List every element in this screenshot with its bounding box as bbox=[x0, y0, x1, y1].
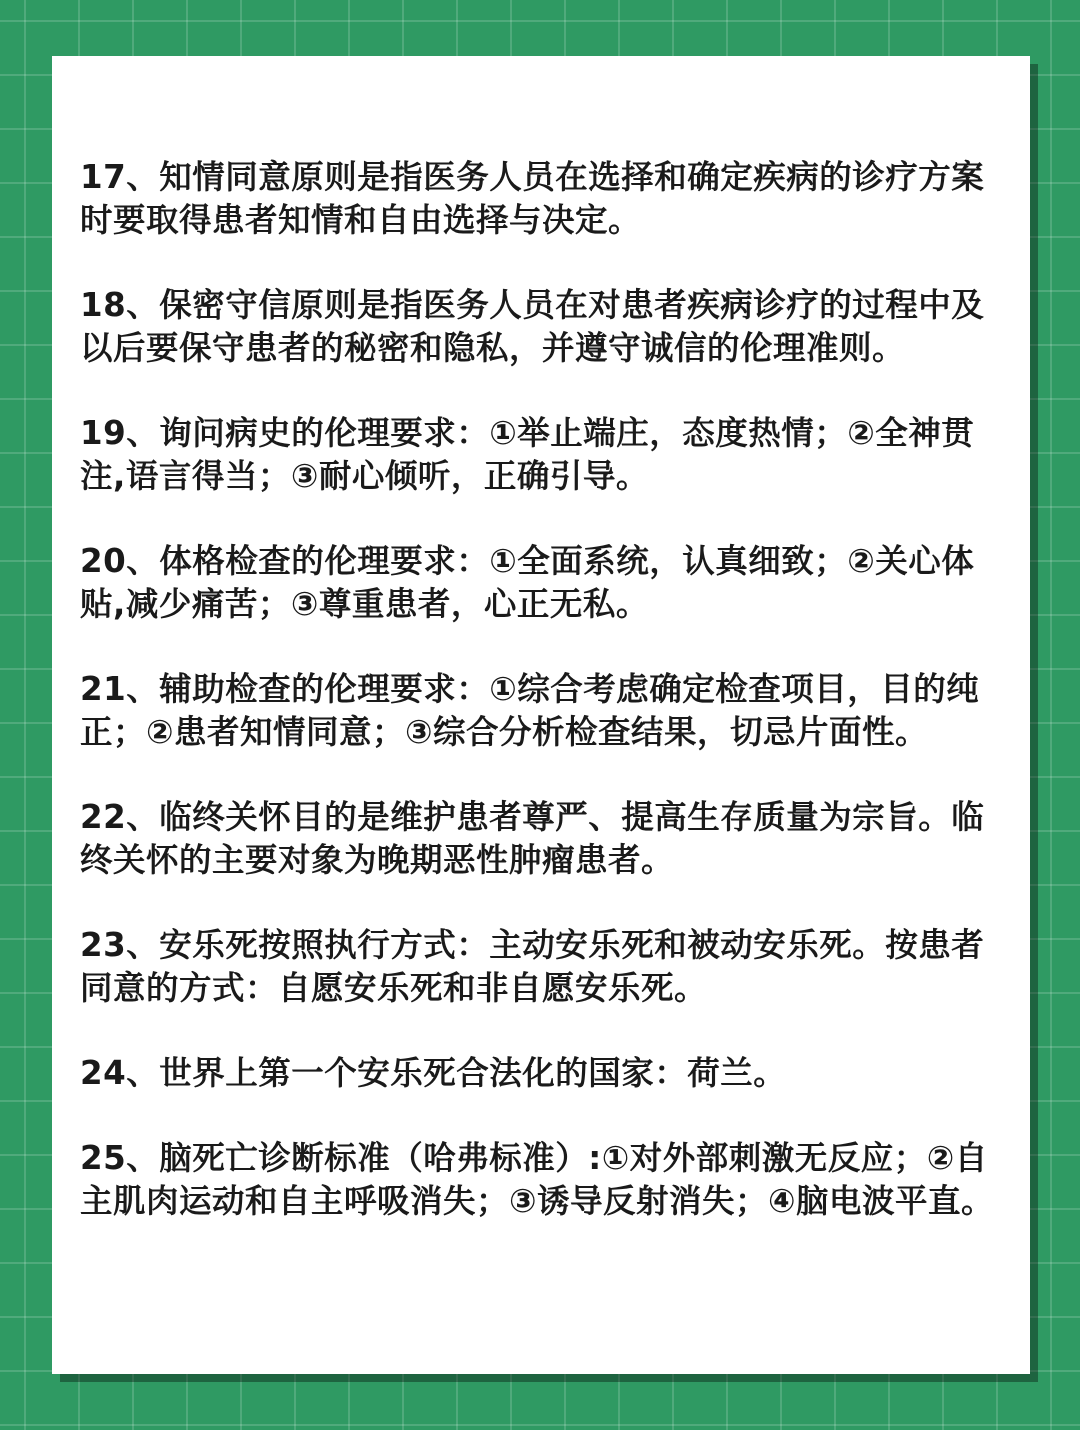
list-item-25: 25、脑死亡诊断标准（哈弗标准）:①对外部刺激无反应；②自主肌肉运动和自主呼吸消失；③诱导反射消失；④脑电波平直。 bbox=[80, 1139, 995, 1220]
list-item-21: 21、辅助检查的伦理要求：①综合考虑确定检查项目，目的纯正；②患者知情同意；③综合分析检查结果，切忌片面性。 bbox=[80, 670, 980, 751]
list-item-19: 19、询问病史的伦理要求：①举止端庄，态度热情；②全神贯注,语言得当；③耐心倾听，正确引导。 bbox=[80, 414, 975, 495]
list-item-20: 20、体格检查的伦理要求：①全面系统，认真细致；②关心体贴,减少痛苦；③尊重患者，心正无私。 bbox=[80, 542, 975, 623]
content-card bbox=[52, 56, 1030, 1374]
list-item-18: 18、保密守信原则是指医务人员在对患者疾病诊疗的过程中及以后要保守患者的秘密和隐私，并遵守诚信的伦理准则。 bbox=[80, 286, 985, 367]
list-item-22: 22、临终关怀目的是维护患者尊严、提高生存质量为宗旨。临终关怀的主要对象为晚期恶性肿瘤患者。 bbox=[80, 798, 985, 879]
list-item-24: 24、世界上第一个安乐死合法化的国家：荷兰。 bbox=[80, 1054, 787, 1092]
list-item-17: 17、知情同意原则是指医务人员在选择和确定疾病的诊疗方案时要取得患者知情和自由选择与决定。 bbox=[80, 158, 985, 239]
list-item-23: 23、安乐死按照执行方式：主动安乐死和被动安乐死。按患者同意的方式：自愿安乐死和非自愿安乐死。 bbox=[80, 926, 985, 1007]
